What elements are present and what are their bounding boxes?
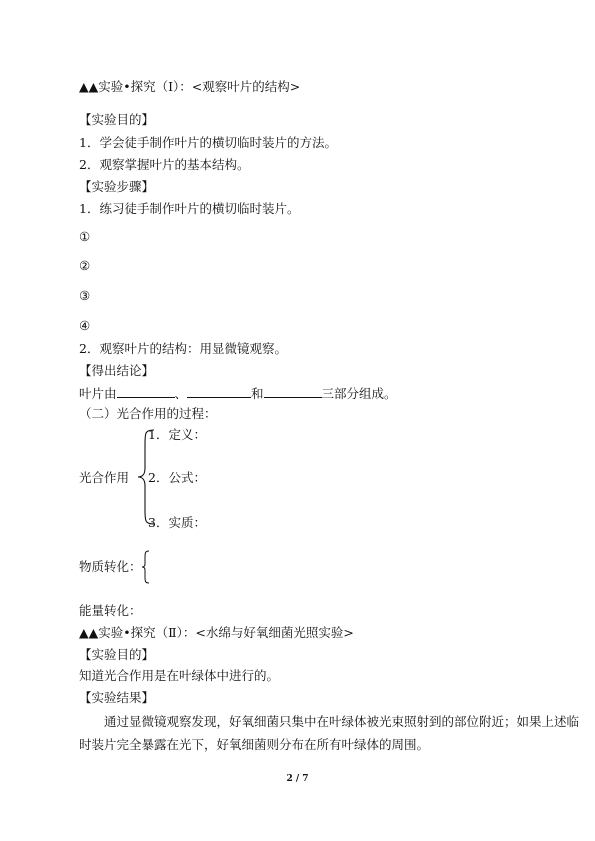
conclusion-heading: 【得出结论】: [79, 363, 155, 378]
purpose-item-2: 2．观察掌握叶片的基本结构。: [79, 157, 250, 172]
step-item-1: 1．练习徒手制作叶片的横切临时装片。: [79, 201, 300, 216]
answer-blank-1[interactable]: [117, 385, 175, 398]
result-text-line-2: 时装片完全暴露在光下，好氧细菌则分布在所有叶绿体的周围。: [79, 737, 430, 752]
photosynthesis-definition: 1．定义：: [148, 427, 206, 442]
purpose-2-text: 知道光合作用是在叶绿体中进行的。: [79, 668, 280, 683]
photosynthesis-label: 光合作用: [79, 470, 130, 485]
page-number: 2 / 7: [286, 774, 309, 784]
material-brace: [139, 549, 153, 585]
purpose-item-1: 1．学会徒手制作叶片的横切临时装片的方法。: [79, 135, 337, 150]
conclusion-sep-1: 、: [174, 386, 188, 401]
answer-blank-2[interactable]: [187, 385, 251, 398]
photosynthesis-formula: 2．公式：: [148, 470, 206, 485]
energy-conversion-label: 能量转化：: [79, 603, 142, 618]
step-marker-1: ①: [79, 229, 91, 244]
step-marker-3: ③: [79, 288, 91, 303]
step-item-2: 2．观察叶片的结构：用显微镜观察。: [79, 341, 287, 356]
step-marker-2: ②: [79, 258, 91, 273]
result-heading: 【实验结果】: [79, 690, 155, 705]
result-text-line-1: 通过显微镜观察发现，好氧细菌只集中在叶绿体被光束照射到的部位附近；如果上述临: [104, 714, 580, 729]
conclusion-prefix: 叶片由: [79, 386, 117, 401]
photosynthesis-section-title: （二）光合作用的过程：: [79, 406, 217, 421]
material-conversion-label: 物质转化：: [79, 559, 142, 574]
purpose-heading: 【实验目的】: [79, 112, 155, 127]
conclusion-suffix: 三部分组成。: [321, 386, 397, 401]
photosynthesis-essence: 3．实质：: [148, 515, 206, 530]
experiment-1-title: ▲▲实验•探究（Ⅰ）：<观察叶片的结构>: [79, 79, 301, 94]
steps-heading: 【实验步骤】: [79, 179, 155, 194]
experiment-2-title: ▲▲实验•探究（Ⅱ）：<水绵与好氧细菌光照实验>: [79, 625, 354, 640]
answer-blank-3[interactable]: [264, 385, 322, 398]
conclusion-sentence: [79, 385, 397, 402]
conclusion-sep-2: 和: [251, 386, 264, 401]
step-marker-4: ④: [79, 318, 91, 333]
purpose-2-heading: 【实验目的】: [79, 647, 155, 662]
